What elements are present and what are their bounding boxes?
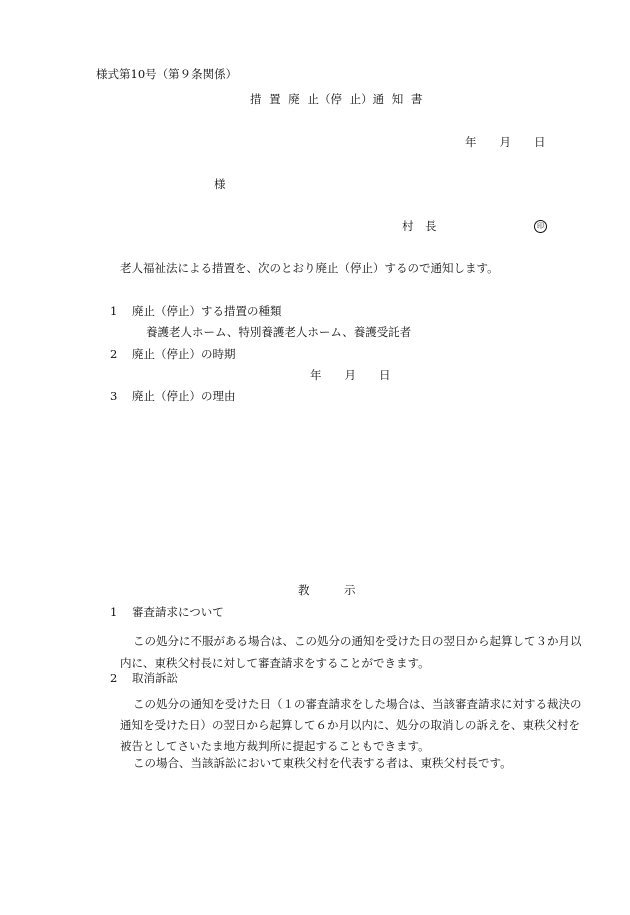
item-title: 廃止（停止）の時期 (132, 347, 236, 361)
date-line: 年 月 日 (465, 135, 546, 149)
instruction-body: この処分に不服がある場合は、この処分の通知を受けた日の翌日から起算して３か月以内に、東秩父村長に対して審査請求をすることができます。 (120, 634, 582, 670)
item-number: 3 (110, 389, 118, 403)
intro-text: 老人福祉法による措置を、次のとおり廃止（停止）するので通知します。 (120, 261, 499, 275)
instruction-extra: この場合、当該訴訟において東秩父村を代表する者は、東秩父村長です。 (133, 756, 512, 770)
item-number: 1 (110, 304, 118, 318)
issuer-title: 村 長 (402, 219, 437, 233)
instruction-heading: 教 示 (298, 583, 356, 597)
form-number: 様式第10号（第９条関係） (96, 67, 238, 81)
instruction-body: この処分の通知を受けた日（１の審査請求をした場合は、当該審査請求に対する裁決の通知を受けた日）の翌日から起算して６か月以内に、処分の取消しの訴えを、東秩父村を被告としてさいたま地方裁判所に提起することもできます。 (120, 697, 582, 753)
seal-icon: 印 (534, 220, 547, 233)
instruction-title: 審査請求について (132, 605, 224, 619)
instruction-title: 取消訴訟 (132, 671, 178, 685)
item-title: 廃止（停止）の理由 (132, 389, 236, 403)
instruction-number: 2 (110, 671, 118, 685)
item-title: 廃止（停止）する措置の種類 (132, 304, 282, 318)
item-value: 養護老人ホーム、特別養護老人ホーム、養護受託者 (146, 325, 412, 339)
recipient-suffix: 様 (214, 177, 226, 191)
item-value: 年 月 日 (310, 368, 391, 382)
item-number: 2 (110, 347, 118, 361)
page-title: 措 置 廃 止（停 止）通 知 書 (250, 92, 423, 106)
instruction-number: 1 (110, 605, 118, 619)
